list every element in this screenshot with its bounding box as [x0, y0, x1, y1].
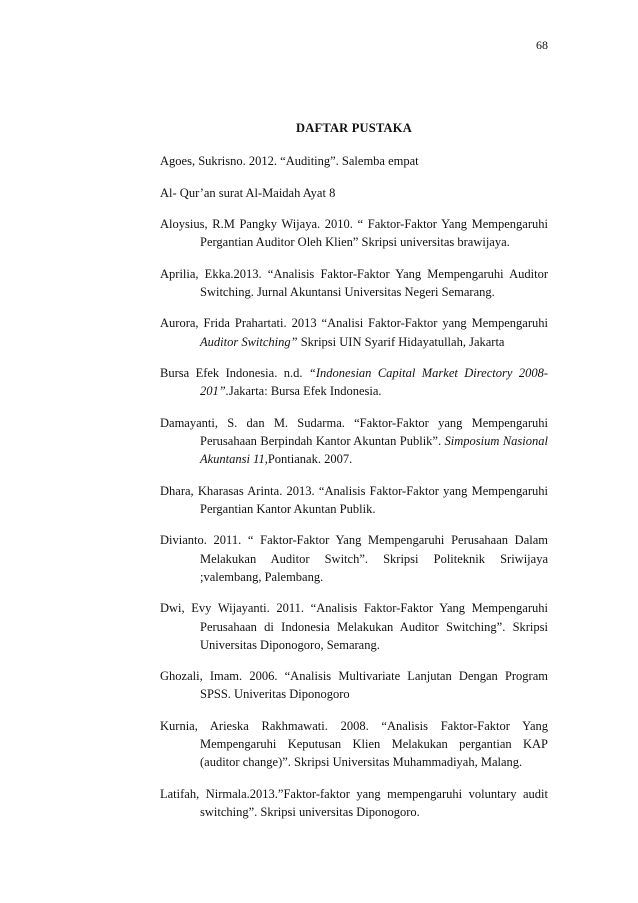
- reference-entry: [160, 314, 548, 350]
- reference-entry: [160, 184, 548, 202]
- reference-text: Bursa Efek Indonesia. n.d.: [160, 366, 309, 381]
- reference-entry: [160, 215, 548, 251]
- reference-entry: [160, 667, 548, 703]
- reference-text: Ghozali, Imam. 2006. “Analisis Multivariate Lanjutan Dengan Program SPSS. Univeritas Diponogoro: [160, 669, 548, 702]
- reference-text: Divianto. 2011. “ Faktor-Faktor Yang Mempengaruhi Perusahaan Dalam Melakukan Auditor Switch”. Skripsi Politeknik Sriwijaya ;valembang, Palembang.: [160, 533, 548, 584]
- page-number: 68: [536, 38, 548, 52]
- reference-text: Aurora, Frida Prahartati. 2013 “Analisi Faktor-Faktor yang Mempengaruhi: [160, 316, 548, 331]
- reference-text: Damayanti, S. dan M. Sudarma. “Faktor-Faktor yang Mempengaruhi Perusahaan Berpindah Kantor Akuntan Publik”.: [160, 415, 548, 449]
- reference-entry: [160, 717, 548, 772]
- reference-entry: [160, 599, 548, 654]
- reference-entry: [160, 265, 548, 301]
- reference-text: Agoes, Sukrisno. 2012. “Auditing”. Salemba empat: [160, 154, 419, 168]
- reference-entry: [160, 364, 548, 400]
- reference-text-continued: Skripsi UIN Syarif Hidayatullah, Jakarta: [297, 334, 505, 349]
- reference-text: Al- Qur’an surat Al-Maidah Ayat 8: [160, 185, 336, 200]
- reference-text: Dhara, Kharasas Arinta. 2013. “Analisis Faktor-Faktor yang Mempengaruhi Pergantian Kantor Akuntan Publik.: [160, 483, 548, 516]
- page-title: DAFTAR PUSTAKA: [296, 121, 412, 135]
- reference-entry: [160, 482, 548, 518]
- reference-text: Dwi, Evy Wijayanti. 2011. “Analisis Faktor-Faktor Yang Mempengaruhi Perusahaan di Indonesia Melakukan Auditor Switching”. Skripsi Universitas Diponogoro, Semarang.: [160, 601, 548, 652]
- reference-text: Kurnia, Arieska Rakhmawati. 2008. “Analisis Faktor-Faktor Yang Mempengaruhi Keputusan Klien Melakukan pergantian KAP (auditor change)”. Skripsi Universitas Muhammadiyah, Malang.: [160, 718, 548, 770]
- reference-text-continued: ,Pontianak. 2007.: [264, 452, 353, 467]
- reference-entry: [160, 785, 548, 821]
- reference-text: Aloysius, R.M Pangky Wijaya. 2010. “ Faktor-Faktor Yang Mempengaruhi Pergantian Auditor Oleh Klien” Skripsi universitas brawijaya.: [160, 217, 548, 250]
- reference-italic-text: Auditor Switching”: [200, 334, 298, 349]
- reference-entry: [160, 152, 548, 170]
- reference-entry: [160, 531, 548, 586]
- reference-italic-text: Simposium Nasional Akuntansi 11: [200, 434, 548, 467]
- reference-list: [160, 152, 548, 835]
- reference-italic-text: “Indonesian Capital Market Directory 2008-201”.: [200, 366, 548, 399]
- reference-text-continued: Jakarta: Bursa Efek Indonesia.: [228, 384, 382, 399]
- reference-text: Aprilia, Ekka.2013. “Analisis Faktor-Faktor Yang Mempengaruhi Auditor Switching. Jurnal Akuntansi Universitas Negeri Semarang.: [160, 266, 548, 299]
- reference-entry: [160, 414, 548, 469]
- reference-text: Latifah, Nirmala.2013.”Faktor-faktor yang mempengaruhi voluntary audit switching”. Skripsi universitas Diponogoro.: [160, 786, 548, 820]
